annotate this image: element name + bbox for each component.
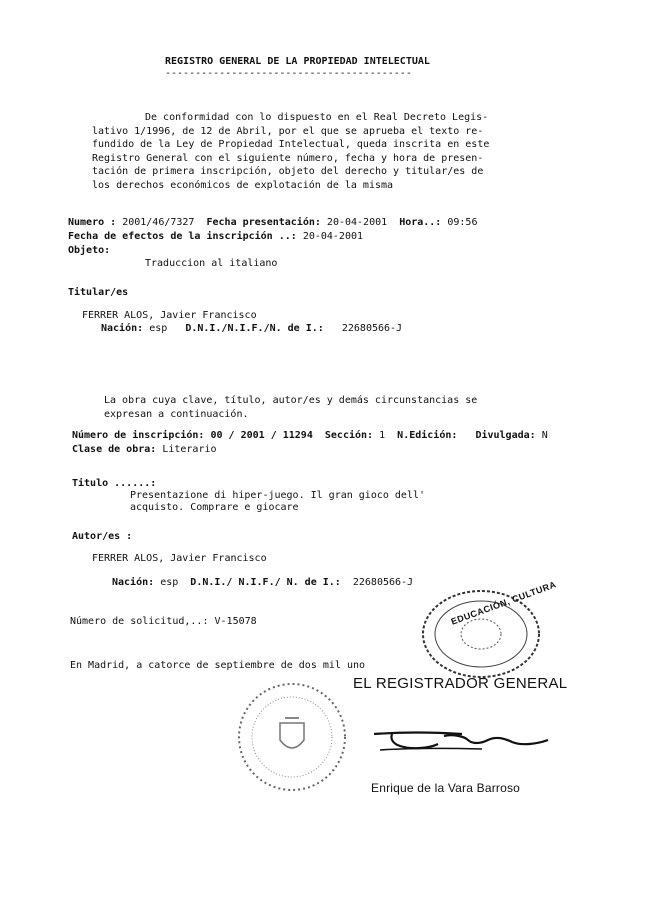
titular-nacion-value: esp [149,323,168,334]
solicitud-row [70,615,257,629]
intro-line-1: De conformidad con lo dispuesto en el Real Decreto Legis- [145,112,489,123]
clase-value: Literario [162,444,217,455]
autor-nacion-label: Nación: [112,577,155,588]
autor-dni-value: 22680566-J [352,577,414,588]
numero-value: 2001/46/7327 [122,217,195,228]
intro-line-2: lativo 1/1996, de 12 de Abril, por el que se aprueba el texto re- [92,125,484,137]
titulo-label: Titulo ......: [72,478,157,489]
efectos-value: 20-04-2001 [302,231,364,242]
fecha-value: 20-04-2001 [326,217,388,228]
registrar-name: Enrique de la Vara Barroso [371,781,521,795]
fecha-label: Fecha presentación: [206,217,321,228]
efectos-label: Fecha de efectos de la inscripción ..: [68,231,297,242]
clase-row [72,443,217,457]
document-title: REGISTRO GENERAL DE LA PROPIEDAD INTELECTUAL [165,56,430,67]
solicitud-label: Número de solicitud,..: [70,616,209,627]
signature-icon [372,726,552,754]
intro-line-4: Registro General con el siguiente número, fecha y hora de presen- [92,152,484,164]
seccion-value: 1 [379,430,386,441]
inscripcion-value: 00 / 2001 / 11294 [210,430,313,441]
titular-dni-label: D.N.I./N.I.F./N. de I.: [185,323,324,334]
titulo-line-1: Presentazione di hiper-juego. Il gran gioco dell' [130,490,426,501]
autor-nacion-value: esp [160,577,179,588]
titulo-line-2: acquisto. Comprare e giocare [130,502,299,513]
obra-intro-line-2: expresan a continuación. [104,408,249,420]
place-date: En Madrid, a catorce de septiembre de dos mil uno [70,660,366,671]
divulgada-label: Divulgada: [475,430,536,441]
intro-line-6: los derechos económicos de explotación de la misma [92,179,394,191]
hora-label: Hora..: [399,217,442,228]
titular-id-row [101,322,402,336]
objeto-label: Objeto: [68,245,111,256]
intro-line-5: tación de primera inscripción, objeto del derecho y titular/es de [92,166,484,177]
hora-value: 09:56 [447,217,478,228]
seal-emblem-icon [235,678,350,796]
solicitud-value: V-15078 [214,616,257,627]
clase-label: Clase de obra: [72,444,157,455]
signature [372,726,552,754]
registration-number-row [68,216,477,230]
divulgada-value: N [541,430,548,441]
titular-name: FERRER ALOS, Javier Francisco [82,310,257,321]
efectos-row [68,230,363,244]
titular-nacion-label: Nación: [101,323,144,334]
stamp-text: EDUCACIÓN, CULTURA [449,579,558,627]
round-seal [235,678,350,796]
inscripcion-row [72,429,548,443]
stamp-seal-icon [420,588,542,680]
autor-id-row [112,576,413,590]
autor-label: Autor/es : [72,531,133,542]
edicion-label: N.Edición: [397,430,458,441]
numero-label: Numero : [68,217,117,228]
intro-line-3: fundido de la Ley de Propiedad Intelectual, queda inscrita en este [92,139,490,150]
titular-label: Titular/es [68,287,129,298]
inscripcion-label: Número de inscripción: [72,430,205,441]
title-underline: ----------------------------------------- [165,68,412,79]
ministry-stamp [420,579,558,680]
registrar-title: EL REGISTRADOR GENERAL [353,675,568,692]
autor-name: FERRER ALOS, Javier Francisco [92,553,267,564]
titular-dni-value: 22680566-J [341,323,403,334]
autor-dni-label: D.N.I./ N.I.F./ N. de I.: [190,577,341,588]
seccion-label: Sección: [324,430,374,441]
objeto-value: Traduccion al italiano [145,258,278,269]
obra-intro-line-1: La obra cuya clave, título, autor/es y demás circunstancias se [104,395,478,406]
